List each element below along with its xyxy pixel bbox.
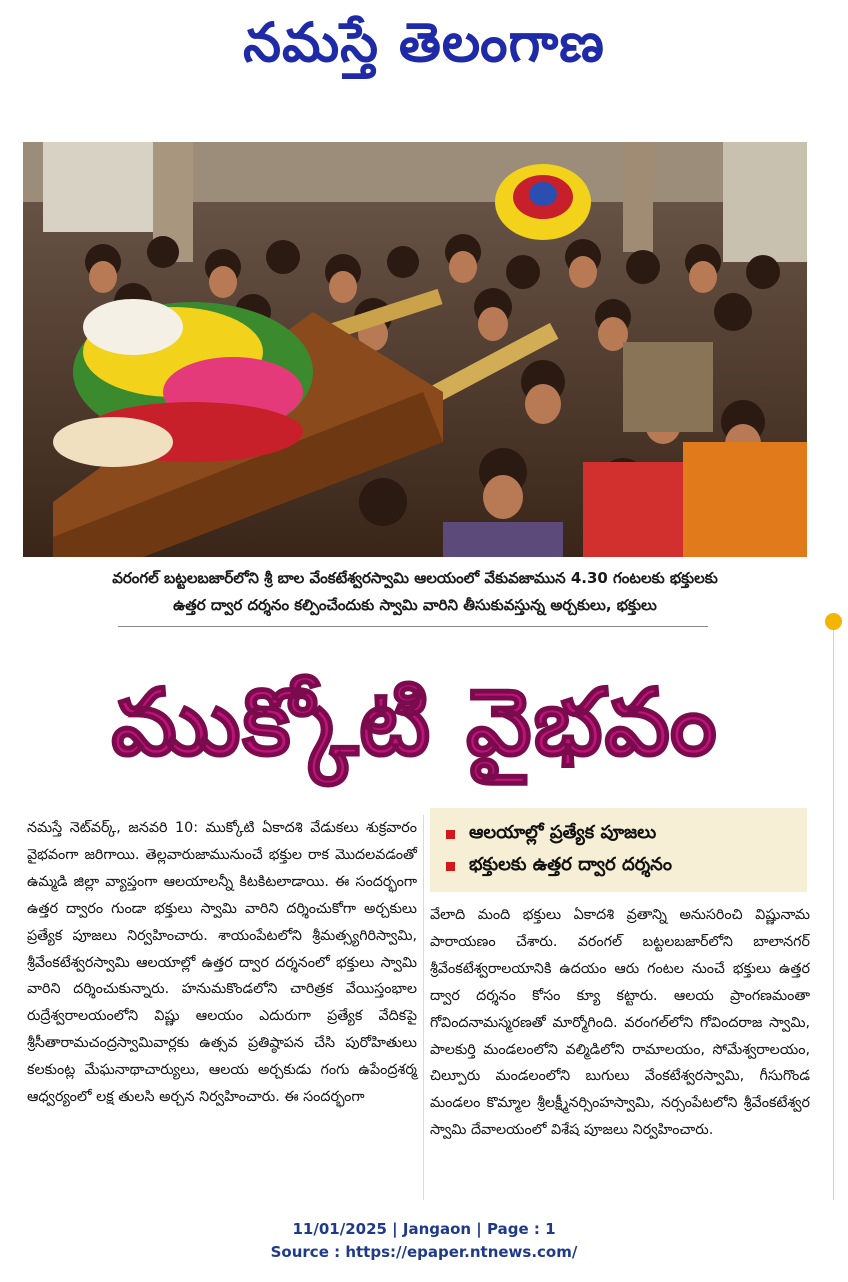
footer-date-edition: 11/01/2025 | Jangaon | Page : 1 [292, 1220, 556, 1238]
article-column-left: నమస్తే నెట్‌వర్క్, జనవరి 10: ముక్కోటి ఏకాదశి వేడుకలు శుక్రవారం వైభవంగా జరిగాయి. తెల్లవారుజామునుంచే భక్తుల రాక మొదలవడంతో ఉమ్మడి జిల్లా వ్యాప్తంగా ఆలయాలన్నీ కిటకిటలాడాయి. ఈ సందర్భంగా ఉత్తర ద్వారం గుండా భక్తులు స్వామి వారిని దర్శించుకోగా అర్చకులు ప్రత్యేక పూజలు నిర్వహించారు. శాయంపేటలోని శ్రీమత్స్యగిరిస్వామి, శ్రీవేంకటేశ్వరస్వామి ఆలయాల్లో ఉత్తర ద్వార దర్శనంలో భక్తులు స్వామి వారిని దర్శించుకున్నారు. హనుమకొండలోని చారిత్రక వేయిస్తంభాల రుద్రేశ్వరాలయంలోని విష్ణు ఆలయం ఎదురుగా ప్రత్యేక వేదికపై శ్రీసీతారామచంద్రస్వామివార్లకు ఉత్సవ ప్రతిష్ఠాపన చేసి పురోహితులు కలకుంట్ల మేఘనాథాచార్యులు, ఆలయ అర్చకుడు గంగు ఉపేంద్రశర్మ ఆధ్వర్యంలో లక్ష తులసి అర్చన నిర్వహించారు. ఈ సందర్భంగా [27, 820, 417, 1106]
footer-source-link[interactable]: Source : https://epaper.ntnews.com/ [270, 1243, 578, 1261]
caption-divider [118, 626, 708, 627]
article-column-right: వేలాది మంది భక్తులు ఏకాదశి వ్రతాన్ని అనుసరించి విష్ణునామ పారాయణం చేశారు. వరంగల్ బట్టలబజార్‌లోని బాలానగర్ శ్రీవేంకటేశ్వరాలయానికి ఉదయం ఆరు గంటల నుంచే భక్తులు ఉత్తర ద్వార దర్శనం కోసం క్యూ కట్టారు. ఆలయ ప్రాంగణమంతా గోవిందనామస్మరణతో మార్మోగింది. వరంగల్‌లోని గోవిందరాజ స్వామి, పాలకుర్తి మండలంలోని వల్మిడిలోని రామాలయం, సోమేశ్వరాలయం, చిల్పూరు మండలంలోని బుగులు వేంకటేశ్వరస్వామి, గీసుగొండ మండలం కొమ్మాల శ్రీలక్ష్మీనర్సింహస్వామి, నర్సంపేటలోని శ్రీవేంకటేశ్వర స్వామి దేవాలయంలో విశేష పూజలు నిర్వహించారు. [430, 907, 810, 1139]
column-divider [423, 815, 424, 1200]
headline-text: ముక్కోటి వైభవం [111, 669, 719, 776]
caption-line-1: వరంగల్ బట్టలబజార్‌లోని శ్రీ బాల వేంకటేశ్వరస్వామి ఆలయంలో వేకువజామున 4.30 గంటలకు భక్తులకు [112, 569, 718, 587]
highlight-item [446, 850, 791, 882]
article-headline [23, 648, 807, 798]
highlight-item [446, 818, 791, 850]
masthead-logo: నమస్తే తెలంగాణ [243, 11, 605, 74]
photo-caption [23, 565, 807, 619]
bullet-square-icon [446, 830, 455, 839]
photo-illustration [23, 142, 807, 557]
bullet-square-icon [446, 862, 455, 871]
caption-line-2: ఉత్తర ద్వార దర్శనం కల్పించేందుకు స్వామి వారిని తీసుకువస్తున్న అర్చకులు, భక్తులు [173, 596, 657, 614]
news-photo [23, 142, 807, 557]
highlight-text: ఆలయాల్లో ప్రత్యేక పూజలు [469, 821, 657, 843]
highlight-text: భక్తులకు ఉత్తర ద్వార దర్శనం [469, 853, 672, 875]
side-divider [833, 620, 834, 1200]
highlights-box [430, 808, 807, 892]
accent-dot-icon [825, 613, 842, 630]
